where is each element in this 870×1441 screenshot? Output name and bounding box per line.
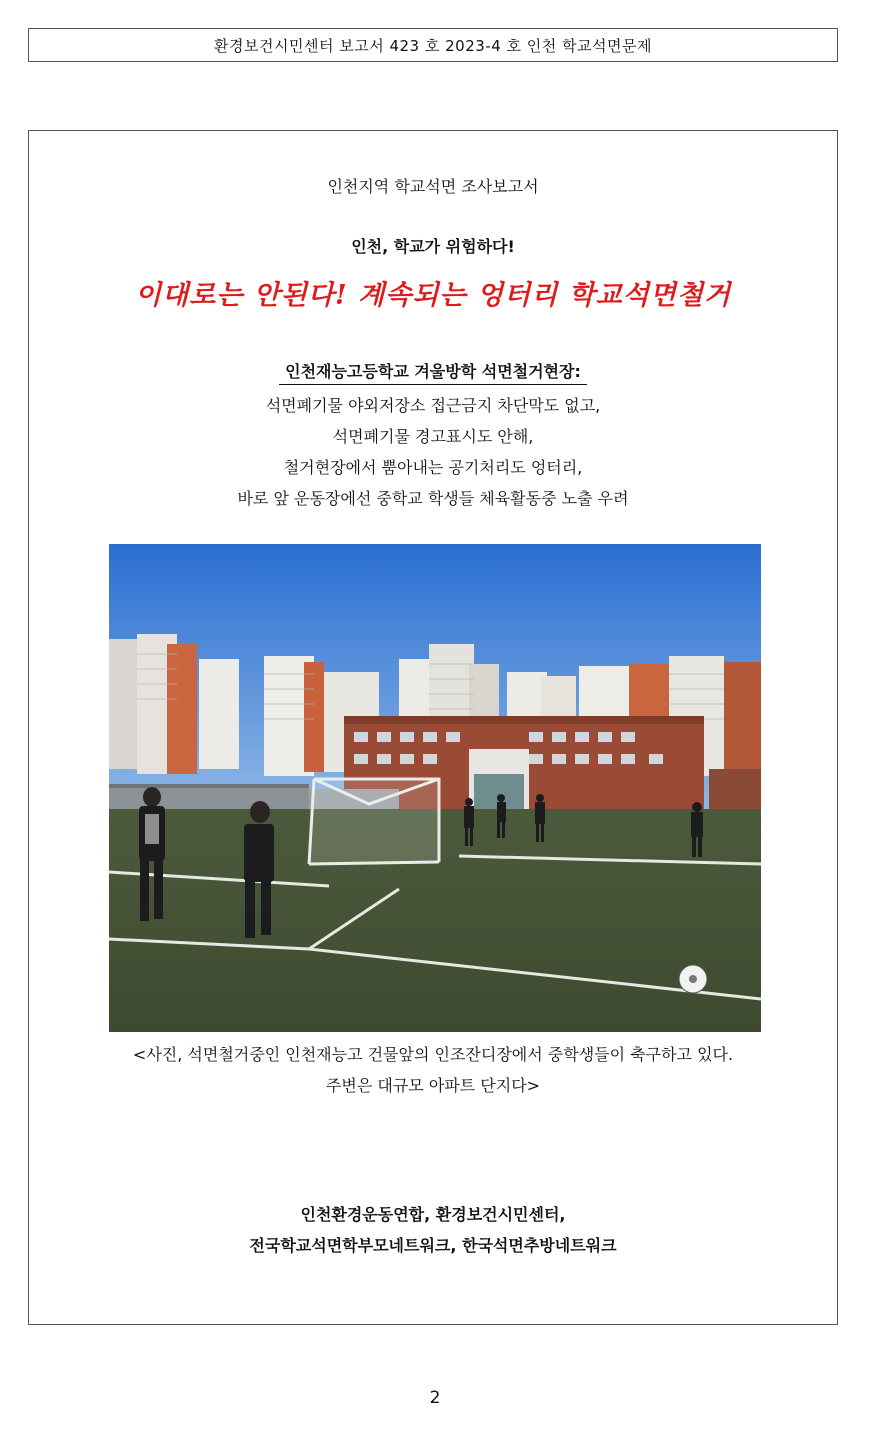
description-line: 석면폐기물 경고표시도 안해, <box>332 427 534 446</box>
report-header <box>28 28 838 62</box>
organization-line: 전국학교석면학부모네트워크, 한국석면추방네트워크 <box>249 1236 617 1255</box>
description-line: 철거현장에서 뿜아내는 공기처리도 엉터리, <box>283 458 583 477</box>
report-subtitle: 인천지역 학교석면 조사보고서 <box>327 177 539 196</box>
site-title: 인천재능고등학교 겨울방학 석면철거현장: <box>279 359 587 385</box>
page-number: 2 <box>429 1388 441 1408</box>
headline: 인천, 학교가 위험하다! <box>351 237 515 256</box>
photo-caption-line: 주변은 대규모 아파트 단지다> <box>325 1076 541 1095</box>
school-field-photo <box>109 544 761 1032</box>
description-line: 바로 앞 운동장에선 중학교 학생들 체육활동중 노출 우려 <box>237 489 629 508</box>
header-text: 환경보건시민센터 보고서 423 호 2023-4 호 인천 학교석면문제 <box>214 36 652 55</box>
slogan: 이대로는 안된다! 계속되는 엉터리 학교석면철거 <box>134 280 732 311</box>
photo-caption-line: <사진, 석면철거중인 인천재능고 건물앞의 인조잔디장에서 중학생들이 축구하고 있다. <box>132 1045 734 1064</box>
description-line: 석면폐기물 야외저장소 접근금지 차단막도 없고, <box>265 396 601 415</box>
organization-line: 인천환경운동연합, 환경보건시민센터, <box>300 1205 566 1224</box>
report-content <box>28 130 838 1325</box>
site-title-wrap <box>29 359 837 385</box>
